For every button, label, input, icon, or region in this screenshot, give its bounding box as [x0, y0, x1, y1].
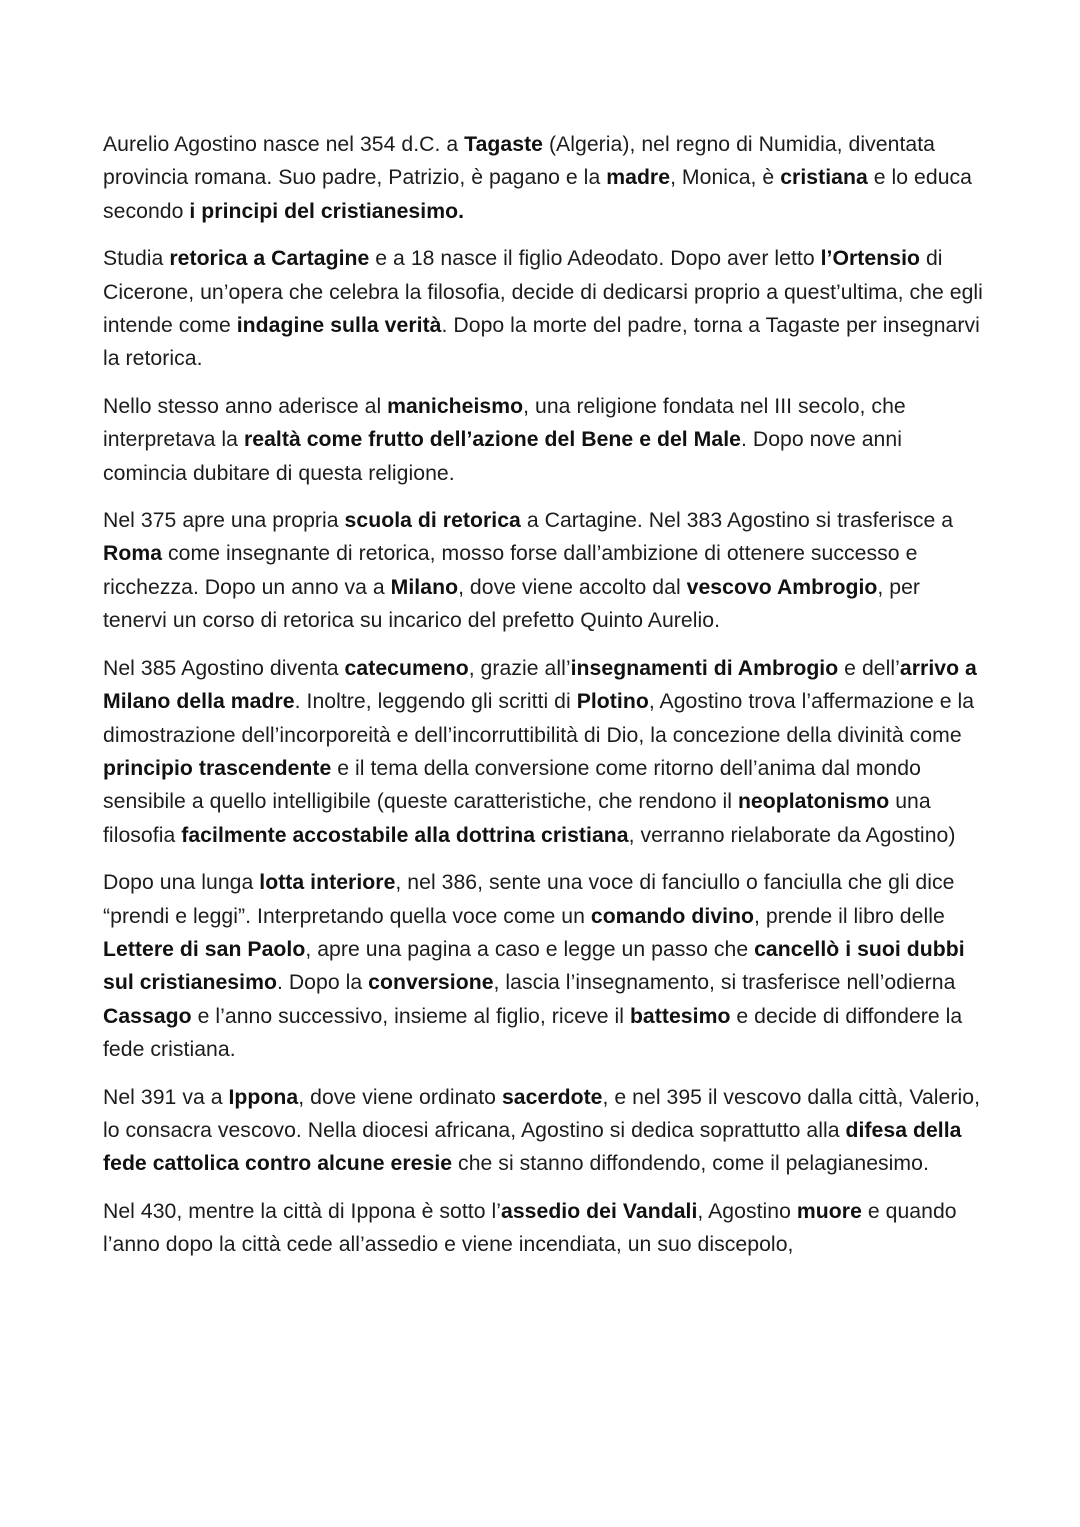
bold-text-run: Plotino — [576, 690, 649, 714]
text-run: , dove viene ordinato — [298, 1085, 502, 1109]
text-run: . Dopo la — [276, 971, 369, 995]
bold-text-run: manicheismo — [387, 394, 524, 418]
bold-text-run: arrivo a Milano della madre — [103, 656, 977, 714]
bold-text-run: Roma — [103, 542, 163, 566]
bold-text-run: neoplatonismo — [737, 790, 890, 814]
text-run: . Dopo la morte del padre, torna a Tagaste per insegnarvi la retorica. — [103, 314, 980, 371]
text-run: , nel 386, sente una voce di fanciullo o fanciulla che gli dice “prendi e leggi”. Interpretando quella voce come un — [103, 871, 955, 928]
text-run: , e nel 395 il vescovo dalla città, Valerio, lo consacra vescovo. Nella diocesi africana, Agostino si dedica soprattutto alla — [103, 1085, 981, 1142]
text-run: come insegnante di retorica, mosso forse dall’ambizione di ottenere successo e ricchezza. Dopo un anno va a — [103, 542, 918, 599]
bold-text-run: battesimo — [629, 1004, 731, 1028]
bold-text-run: Ippona — [228, 1085, 299, 1109]
bold-text-run: catecumeno — [344, 656, 469, 680]
bold-text-run: cristiana — [780, 166, 868, 190]
text-run: , dove viene accolto dal — [458, 575, 687, 599]
text-run: , grazie all’ — [468, 656, 571, 680]
text-run: e a 18 nasce il figlio Adeodato. Dopo aver letto — [369, 247, 821, 271]
text-run: , Agostino trova l’affermazione e la dimostrazione dell’incorporeità e dell’incorruttibilità di Dio, la concezione della divinità come — [103, 690, 975, 747]
text-run: , prende il libro delle — [754, 904, 945, 928]
text-run: . Dopo nove anni comincia dubitare di questa religione. — [103, 428, 902, 485]
bold-text-run: retorica a Cartagine — [169, 247, 370, 271]
bold-text-run: cancellò i suoi dubbi sul cristianesimo — [103, 937, 965, 995]
text-run: (Algeria), nel regno di Numidia, diventata provincia romana. Suo padre, Patrizio, è pagano e la — [103, 133, 935, 190]
bold-text-run: comando divino — [590, 904, 755, 928]
bold-text-run: madre — [606, 166, 671, 190]
paragraph-studies — [103, 242, 983, 376]
paragraph-death — [103, 1195, 983, 1262]
paragraph-manichaeism — [103, 390, 983, 490]
bold-text-run: sacerdote — [501, 1085, 603, 1109]
paragraph-birth — [103, 128, 983, 228]
bold-text-run: indagine sulla verità — [236, 314, 442, 338]
text-run: a Cartagine. Nel 383 Agostino si trasferisce a — [520, 509, 954, 533]
text-run: e lo educa secondo — [103, 166, 973, 223]
bold-text-run: Tagaste — [464, 133, 544, 156]
bold-text-run: difesa della fede cattolica contro alcune eresie — [103, 1118, 962, 1176]
bold-text-run: principio trascendente — [103, 756, 332, 780]
bold-text-run: insegnamenti di Ambrogio — [570, 656, 839, 680]
bold-text-run: l’Ortensio — [820, 247, 921, 271]
text-run: Dopo una lunga — [103, 871, 260, 895]
bold-text-run: i principi del cristianesimo. — [189, 199, 465, 223]
bold-text-run: facilmente accostabile alla dottrina cristiana — [181, 823, 629, 847]
bold-text-run: muore — [796, 1199, 862, 1223]
text-run: Nel 391 va a — [103, 1085, 229, 1109]
text-run: di Cicerone, un’opera che celebra la filosofia, decide di dedicarsi proprio a quest’ultima, che egli intende come — [103, 247, 983, 338]
text-run: Studia — [103, 247, 170, 271]
bold-text-run: realtà come frutto dell’azione del Bene e del Male — [243, 428, 741, 452]
bold-text-run: vescovo Ambrogio — [686, 575, 878, 599]
text-run: e dell’ — [838, 656, 900, 680]
bold-text-run: conversione — [368, 971, 494, 995]
text-run: . Inoltre, leggendo gli scritti di — [294, 690, 577, 714]
text-run: , Monica, è — [670, 166, 781, 190]
text-run: Aurelio Agostino nasce nel 354 d.C. a — [103, 133, 465, 156]
text-run: , apre una pagina a caso e legge un passo che — [305, 937, 755, 961]
text-run: Nel 385 Agostino diventa — [103, 656, 345, 680]
bold-text-run: scuola di retorica — [344, 509, 521, 533]
text-run: Nel 430, mentre la città di Ippona è sotto l’ — [103, 1199, 501, 1223]
text-run: , verranno rielaborate da Agostino) — [628, 823, 956, 847]
bold-text-run: assedio dei Vandali — [500, 1199, 698, 1223]
bold-text-run: Lettere di san Paolo — [103, 937, 306, 961]
paragraph-conversion — [103, 866, 983, 1066]
text-run: , Agostino — [697, 1199, 797, 1223]
text-run: , lascia l’insegnamento, si trasferisce nell’odierna — [493, 971, 956, 995]
text-run: Nello stesso anno aderisce al — [103, 394, 388, 418]
paragraph-catechumen — [103, 652, 983, 852]
text-run: e decide di diffondere la fede cristiana. — [103, 1004, 963, 1062]
paragraph-ippona — [103, 1081, 983, 1181]
bold-text-run: lotta interiore — [259, 871, 396, 895]
text-run: Nel 375 apre una propria — [103, 509, 345, 533]
text-run: , una religione fondata nel III secolo, che interpretava la — [103, 394, 906, 452]
text-run: e il tema della conversione come ritorno dell’anima dal mondo sensibile a quello intelligibile (queste caratteristiche, che rendono il — [103, 756, 921, 814]
text-run: , per tenervi un corso di retorica su incarico del prefetto Quinto Aurelio. — [103, 575, 921, 633]
paragraph-rhetoric-school — [103, 504, 983, 638]
bold-text-run: Cassago — [103, 1004, 192, 1028]
text-run: che si stanno diffondendo, come il pelagianesimo. — [452, 1152, 929, 1176]
bold-text-run: Milano — [390, 575, 459, 599]
text-run: una filosofia — [103, 790, 931, 847]
text-run: e l’anno successivo, insieme al figlio, riceve il — [191, 1004, 630, 1028]
text-run: e quando l’anno dopo la città cede all’assedio e viene incendiata, un suo discepolo, — [103, 1199, 957, 1257]
document-page — [103, 128, 983, 1276]
